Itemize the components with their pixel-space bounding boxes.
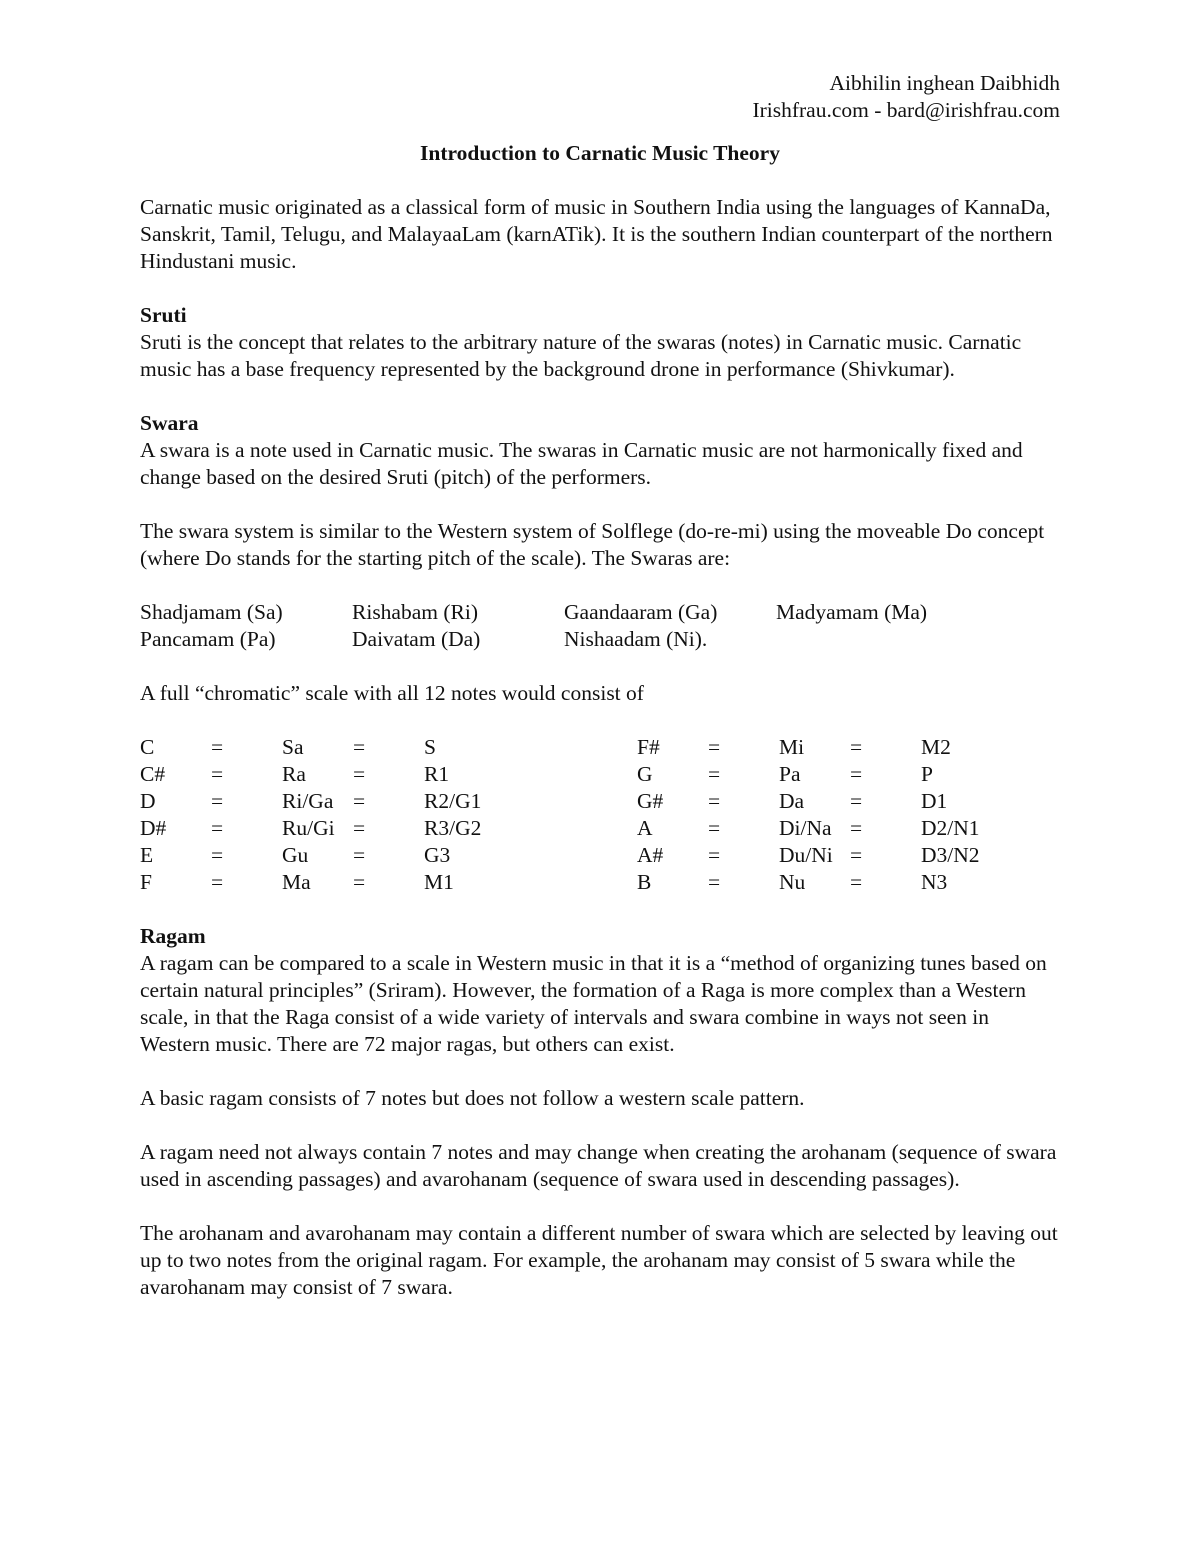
chromatic-cell: =	[211, 762, 224, 786]
chromatic-cell: F#	[637, 735, 660, 759]
chromatic-cell: Ri/Ga	[282, 789, 334, 813]
ragam-paragraph-3: A ragam need not always contain 7 notes and may change when creating the arohanam (sequence of swara used in ascending passages) and avarohanam (sequence of swara used in descending passages).	[140, 1140, 1057, 1191]
chromatic-cell: =	[211, 816, 224, 840]
chromatic-intro: A full “chromatic” scale with all 12 notes would consist of	[140, 681, 644, 705]
chromatic-cell: Nu	[779, 870, 806, 894]
chromatic-cell: D2/N1	[921, 816, 980, 840]
swara-name: Pancamam (Pa)	[140, 627, 276, 651]
swara-name: Gaandaaram (Ga)	[564, 600, 718, 624]
chromatic-cell: C#	[140, 762, 166, 786]
chromatic-cell: =	[353, 762, 366, 786]
sruti-heading: Sruti	[140, 303, 187, 327]
chromatic-cell: =	[708, 870, 721, 894]
chromatic-cell: =	[708, 789, 721, 813]
chromatic-cell: =	[850, 789, 863, 813]
swara-name: Shadjamam (Sa)	[140, 600, 283, 624]
chromatic-cell: M1	[424, 870, 454, 894]
chromatic-cell: =	[353, 870, 366, 894]
chromatic-cell: R3/G2	[424, 816, 482, 840]
chromatic-scale-table	[140, 734, 1060, 896]
swara-name: Madyamam (Ma)	[776, 600, 928, 624]
chromatic-cell: =	[353, 816, 366, 840]
author-contact: Irishfrau.com - bard@irishfrau.com	[752, 98, 1060, 122]
chromatic-cell: =	[211, 789, 224, 813]
chromatic-cell: =	[211, 843, 224, 867]
chromatic-cell: Ru/Gi	[282, 816, 335, 840]
document-title: Introduction to Carnatic Music Theory	[420, 141, 780, 165]
chromatic-cell: Du/Ni	[779, 843, 833, 867]
chromatic-cell: =	[708, 816, 721, 840]
chromatic-cell: S	[424, 735, 436, 759]
chromatic-cell: G	[637, 762, 653, 786]
swara-paragraph-2: The swara system is similar to the Western system of Solflege (do-re-mi) using the moveable Do concept (where Do stands for the starting pitch of the scale). The Swaras are:	[140, 519, 1045, 570]
swara-name: Daivatam (Da)	[352, 627, 481, 651]
chromatic-cell: C	[140, 735, 155, 759]
ragam-heading: Ragam	[140, 924, 206, 948]
swara-paragraph-1: A swara is a note used in Carnatic music. The swaras in Carnatic music are not harmonically fixed and change based on the desired Sruti (pitch) of the performers.	[140, 438, 1023, 489]
chromatic-cell: F	[140, 870, 152, 894]
swara-names-list	[140, 599, 1060, 653]
chromatic-cell: =	[211, 735, 224, 759]
chromatic-cell: =	[708, 762, 721, 786]
chromatic-cell: D1	[921, 789, 948, 813]
chromatic-cell: A#	[637, 843, 664, 867]
chromatic-cell: Ra	[282, 762, 306, 786]
swara-name: Rishabam (Ri)	[352, 600, 478, 624]
chromatic-cell: M2	[921, 735, 951, 759]
chromatic-cell: G#	[637, 789, 664, 813]
chromatic-cell: =	[708, 735, 721, 759]
chromatic-cell: =	[850, 816, 863, 840]
chromatic-cell: =	[850, 762, 863, 786]
chromatic-cell: =	[708, 843, 721, 867]
chromatic-cell: =	[850, 870, 863, 894]
ragam-paragraph-2: A basic ragam consists of 7 notes but does not follow a western scale pattern.	[140, 1086, 805, 1110]
swara-heading: Swara	[140, 411, 199, 435]
chromatic-cell: Gu	[282, 843, 309, 867]
chromatic-cell: B	[637, 870, 652, 894]
chromatic-cell: =	[353, 789, 366, 813]
chromatic-cell: Di/Na	[779, 816, 832, 840]
chromatic-cell: Ma	[282, 870, 311, 894]
chromatic-cell: A	[637, 816, 653, 840]
chromatic-cell: =	[353, 735, 366, 759]
chromatic-cell: E	[140, 843, 154, 867]
document-body	[140, 70, 1060, 1301]
chromatic-cell: D#	[140, 816, 167, 840]
sruti-paragraph: Sruti is the concept that relates to the arbitrary nature of the swaras (notes) in Carnatic music. Carnatic music has a base frequency represented by the background drone in performance (Shivkumar).	[140, 330, 1022, 381]
chromatic-cell: D	[140, 789, 156, 813]
chromatic-cell: R2/G1	[424, 789, 482, 813]
chromatic-cell: Sa	[282, 735, 304, 759]
chromatic-cell: G3	[424, 843, 451, 867]
chromatic-cell: Mi	[779, 735, 805, 759]
author-name: Aibhilin inghean Daibhidh	[829, 71, 1060, 95]
chromatic-cell: N3	[921, 870, 948, 894]
chromatic-cell: Pa	[779, 762, 801, 786]
chromatic-cell: Da	[779, 789, 805, 813]
chromatic-cell: =	[850, 735, 863, 759]
chromatic-cell: R1	[424, 762, 450, 786]
chromatic-cell: P	[921, 762, 933, 786]
chromatic-cell: =	[353, 843, 366, 867]
swara-name: Nishaadam (Ni).	[564, 627, 708, 651]
ragam-paragraph-4: The arohanam and avarohanam may contain a different number of swara which are selected by leaving out up to two notes from the original ragam. For example, the arohanam may consist of 5 swara while the avarohanam may consist of 7 swara.	[140, 1221, 1058, 1299]
chromatic-cell: =	[211, 870, 224, 894]
intro-paragraph: Carnatic music originated as a classical form of music in Southern India using the languages of KannaDa, Sanskrit, Tamil, Telugu, and MalayaaLam (karnATik). It is the southern Indian counterpart of the northern Hindustani music.	[140, 195, 1053, 273]
chromatic-cell: =	[850, 843, 863, 867]
ragam-paragraph-1: A ragam can be compared to a scale in Western music in that it is a “method of organizing tunes based on certain natural principles” (Sriram). However, the formation of a Raga is more complex than a Western scale, in that the Raga consist of a wide variety of intervals and swara combine in ways not seen in Western music. There are 72 major ragas, but others can exist.	[140, 951, 1047, 1056]
chromatic-cell: D3/N2	[921, 843, 980, 867]
